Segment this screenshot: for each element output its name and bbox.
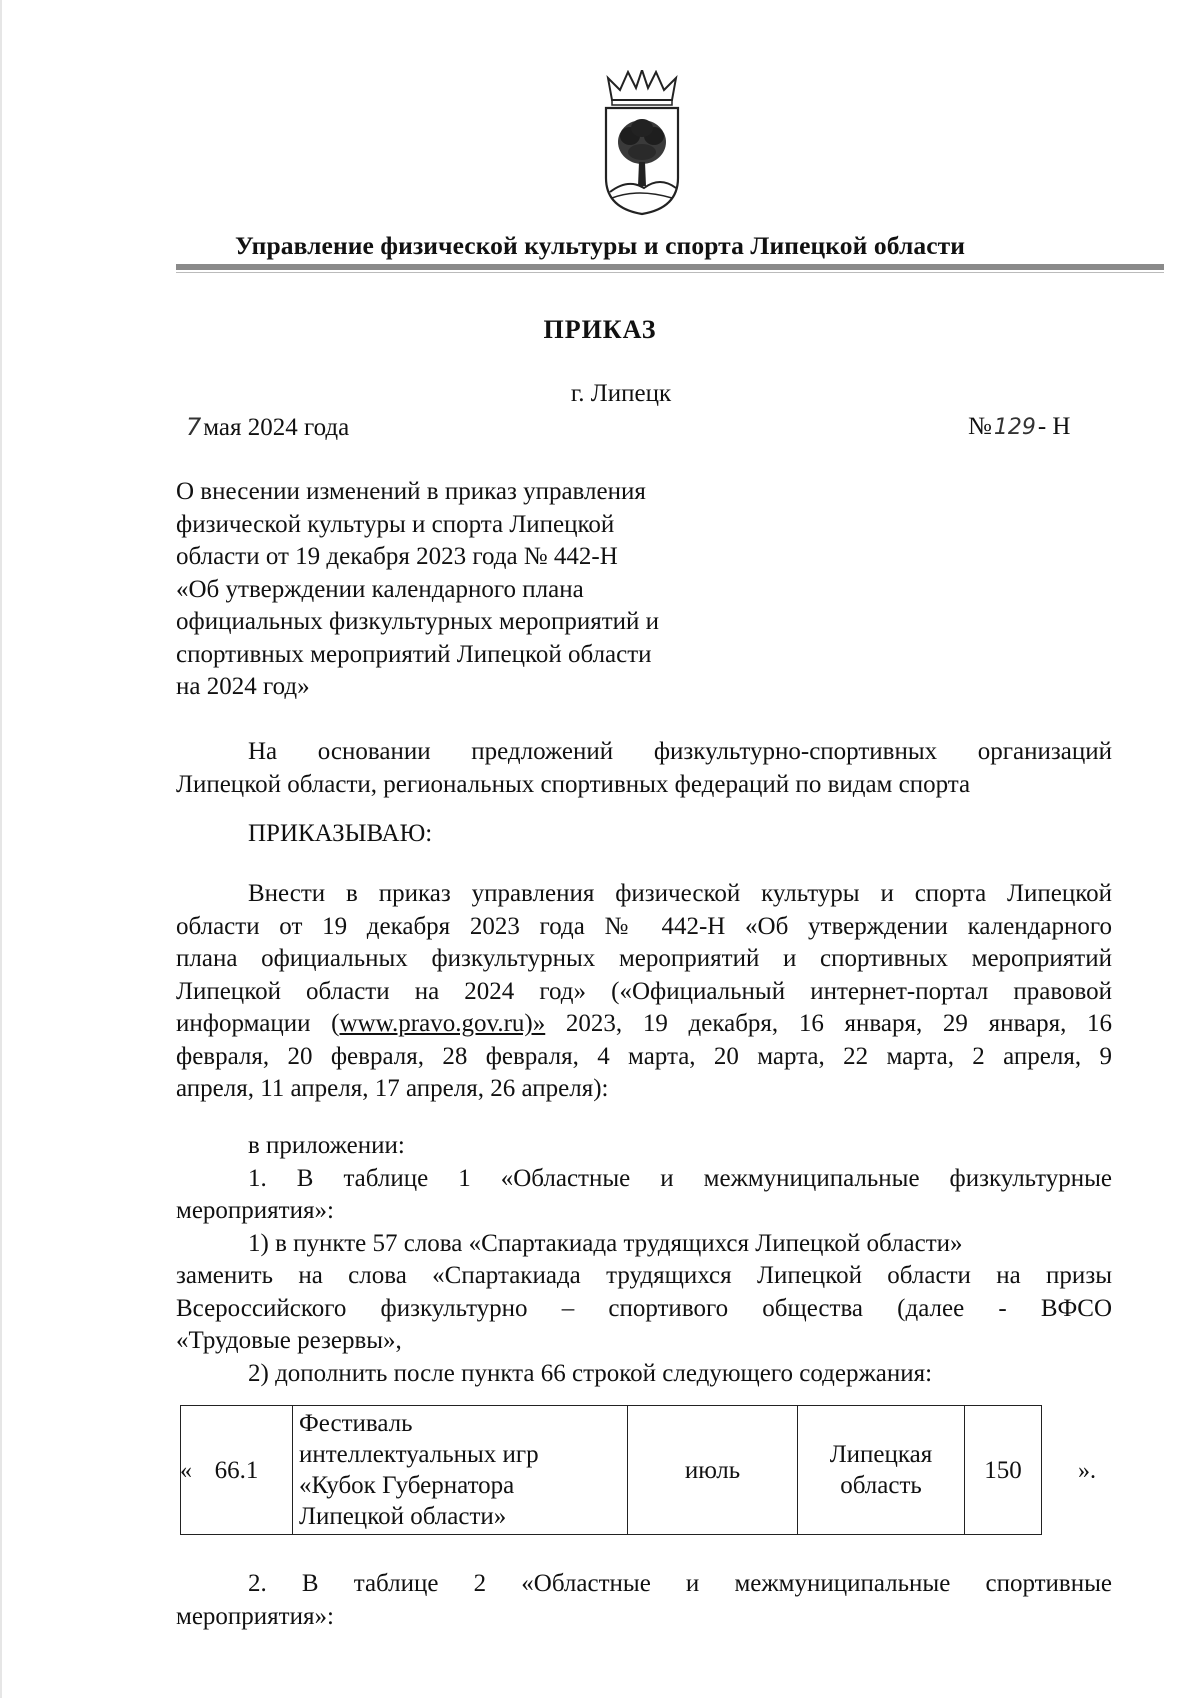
amend-line: февраля, 20 февраля, 28 февраля, 4 марта, 20 марта, 22 марта, 2 апреля, 9 bbox=[176, 1042, 1112, 1070]
amend-line: Внести в приказ управления физической культуры и спорта Липецкой bbox=[248, 880, 1112, 907]
item1-line: 1. В таблице 1 «Областные и межмуниципальные физкультурные bbox=[248, 1164, 1112, 1192]
sub1-line: Всероссийского физкультурно – спортивого общества (далее - ВФСО bbox=[176, 1294, 1112, 1322]
subject-line: области от 19 декабря 2023 года № 442-Н bbox=[176, 543, 618, 570]
basis-line: На основании предложений физкультурно-спортивных организаций bbox=[248, 738, 1112, 765]
handwritten-number: 129 bbox=[993, 415, 1036, 440]
sub1-line: 1) в пункте 57 слова «Спартакиада трудящихся Липецкой области» bbox=[248, 1229, 963, 1257]
amend-line: области от 19 декабря 2023 года № 442-Н «Об утверждении календарного bbox=[176, 912, 1112, 940]
item2-line: мероприятия»: bbox=[176, 1602, 334, 1630]
event-place-line: область bbox=[840, 1472, 922, 1499]
amend-line: Липецкой области на 2024 год» («Официальный интернет-портал правовой bbox=[176, 977, 1112, 1005]
event-place-line: Липецкая bbox=[829, 1441, 933, 1468]
amend-paragraph bbox=[176, 878, 1112, 1106]
coat-of-arms-icon bbox=[598, 70, 686, 216]
amend-line bbox=[176, 1008, 1112, 1041]
sub2-line: 2) дополнить после пункта 66 строкой следующего содержания: bbox=[248, 1359, 933, 1387]
item2-section bbox=[176, 1568, 1112, 1633]
subject-line: физической культуры и спорта Липецкой bbox=[176, 510, 615, 538]
handwritten-day: 7 bbox=[186, 413, 202, 441]
open-quote: « bbox=[180, 1458, 192, 1484]
subject-line: спортивных мероприятий Липецкой области bbox=[176, 640, 652, 668]
appendix-intro: в приложении: bbox=[248, 1132, 405, 1159]
appendix-section bbox=[176, 1130, 1112, 1390]
order-number bbox=[968, 413, 1071, 441]
event-name-line: Фестиваль bbox=[299, 1410, 413, 1437]
event-place bbox=[798, 1406, 965, 1535]
city: г. Липецк bbox=[570, 380, 672, 407]
inserted-row-table bbox=[180, 1405, 1042, 1535]
amend-line: апреля, 11 апреля, 17 апреля, 26 апреля): bbox=[176, 1075, 609, 1102]
subject-line: официальных физкультурных мероприятий и bbox=[176, 608, 660, 635]
amend-line-start: информации ( bbox=[176, 1010, 340, 1037]
directive-text: ПРИКАЗЫВАЮ: bbox=[248, 820, 433, 847]
event-month: июль bbox=[628, 1406, 798, 1535]
subject-line: «Об утверждении календарного плана bbox=[176, 575, 584, 603]
order-date bbox=[186, 413, 349, 442]
pravo-link[interactable]: www.pravo.gov.ru)» bbox=[339, 1010, 546, 1037]
table-row bbox=[181, 1406, 1042, 1535]
basis-line: Липецкой области, региональных спортивных федераций по видам спорта bbox=[176, 770, 971, 798]
header-rule bbox=[176, 264, 1164, 270]
event-name bbox=[293, 1406, 628, 1535]
order-subject bbox=[176, 476, 736, 704]
number-prefix: № bbox=[968, 413, 992, 440]
sub1-line: заменить на слова «Спартакиада трудящихся Липецкой области на призы bbox=[176, 1262, 1112, 1289]
row-number: 66.1 bbox=[181, 1406, 293, 1535]
item2-line: 2. В таблице 2 «Областные и межмуниципальные спортивные bbox=[248, 1570, 1112, 1597]
date-text: мая 2024 года bbox=[203, 414, 350, 441]
agency-name: Управление физической культуры и спорта Липецкой области bbox=[234, 231, 966, 260]
close-quote: ». bbox=[1078, 1458, 1096, 1484]
number-suffix: - Н bbox=[1037, 413, 1071, 440]
event-name-line: интеллектуальных игр bbox=[299, 1441, 539, 1468]
basis-paragraph bbox=[176, 736, 1112, 801]
amend-line: плана официальных физкультурных мероприятий и спортивных мероприятий bbox=[176, 945, 1112, 972]
directive bbox=[176, 818, 1112, 851]
event-name-line: «Кубок Губернатора bbox=[299, 1472, 515, 1499]
subject-line: на 2024 год» bbox=[176, 673, 310, 700]
order-title: ПРИКАЗ bbox=[543, 315, 657, 344]
subject-line: О внесении изменений в приказ управления bbox=[176, 478, 646, 505]
item1-line: мероприятия»: bbox=[176, 1197, 334, 1224]
amend-line-end: 2023, 19 декабря, 16 января, 29 января, 16 bbox=[545, 1010, 1113, 1037]
participants: 150 bbox=[965, 1406, 1042, 1535]
header-rule-thin bbox=[176, 272, 1164, 273]
event-name-line: Липецкой области» bbox=[299, 1503, 507, 1530]
sub1-line: «Трудовые резервы», bbox=[176, 1327, 402, 1354]
